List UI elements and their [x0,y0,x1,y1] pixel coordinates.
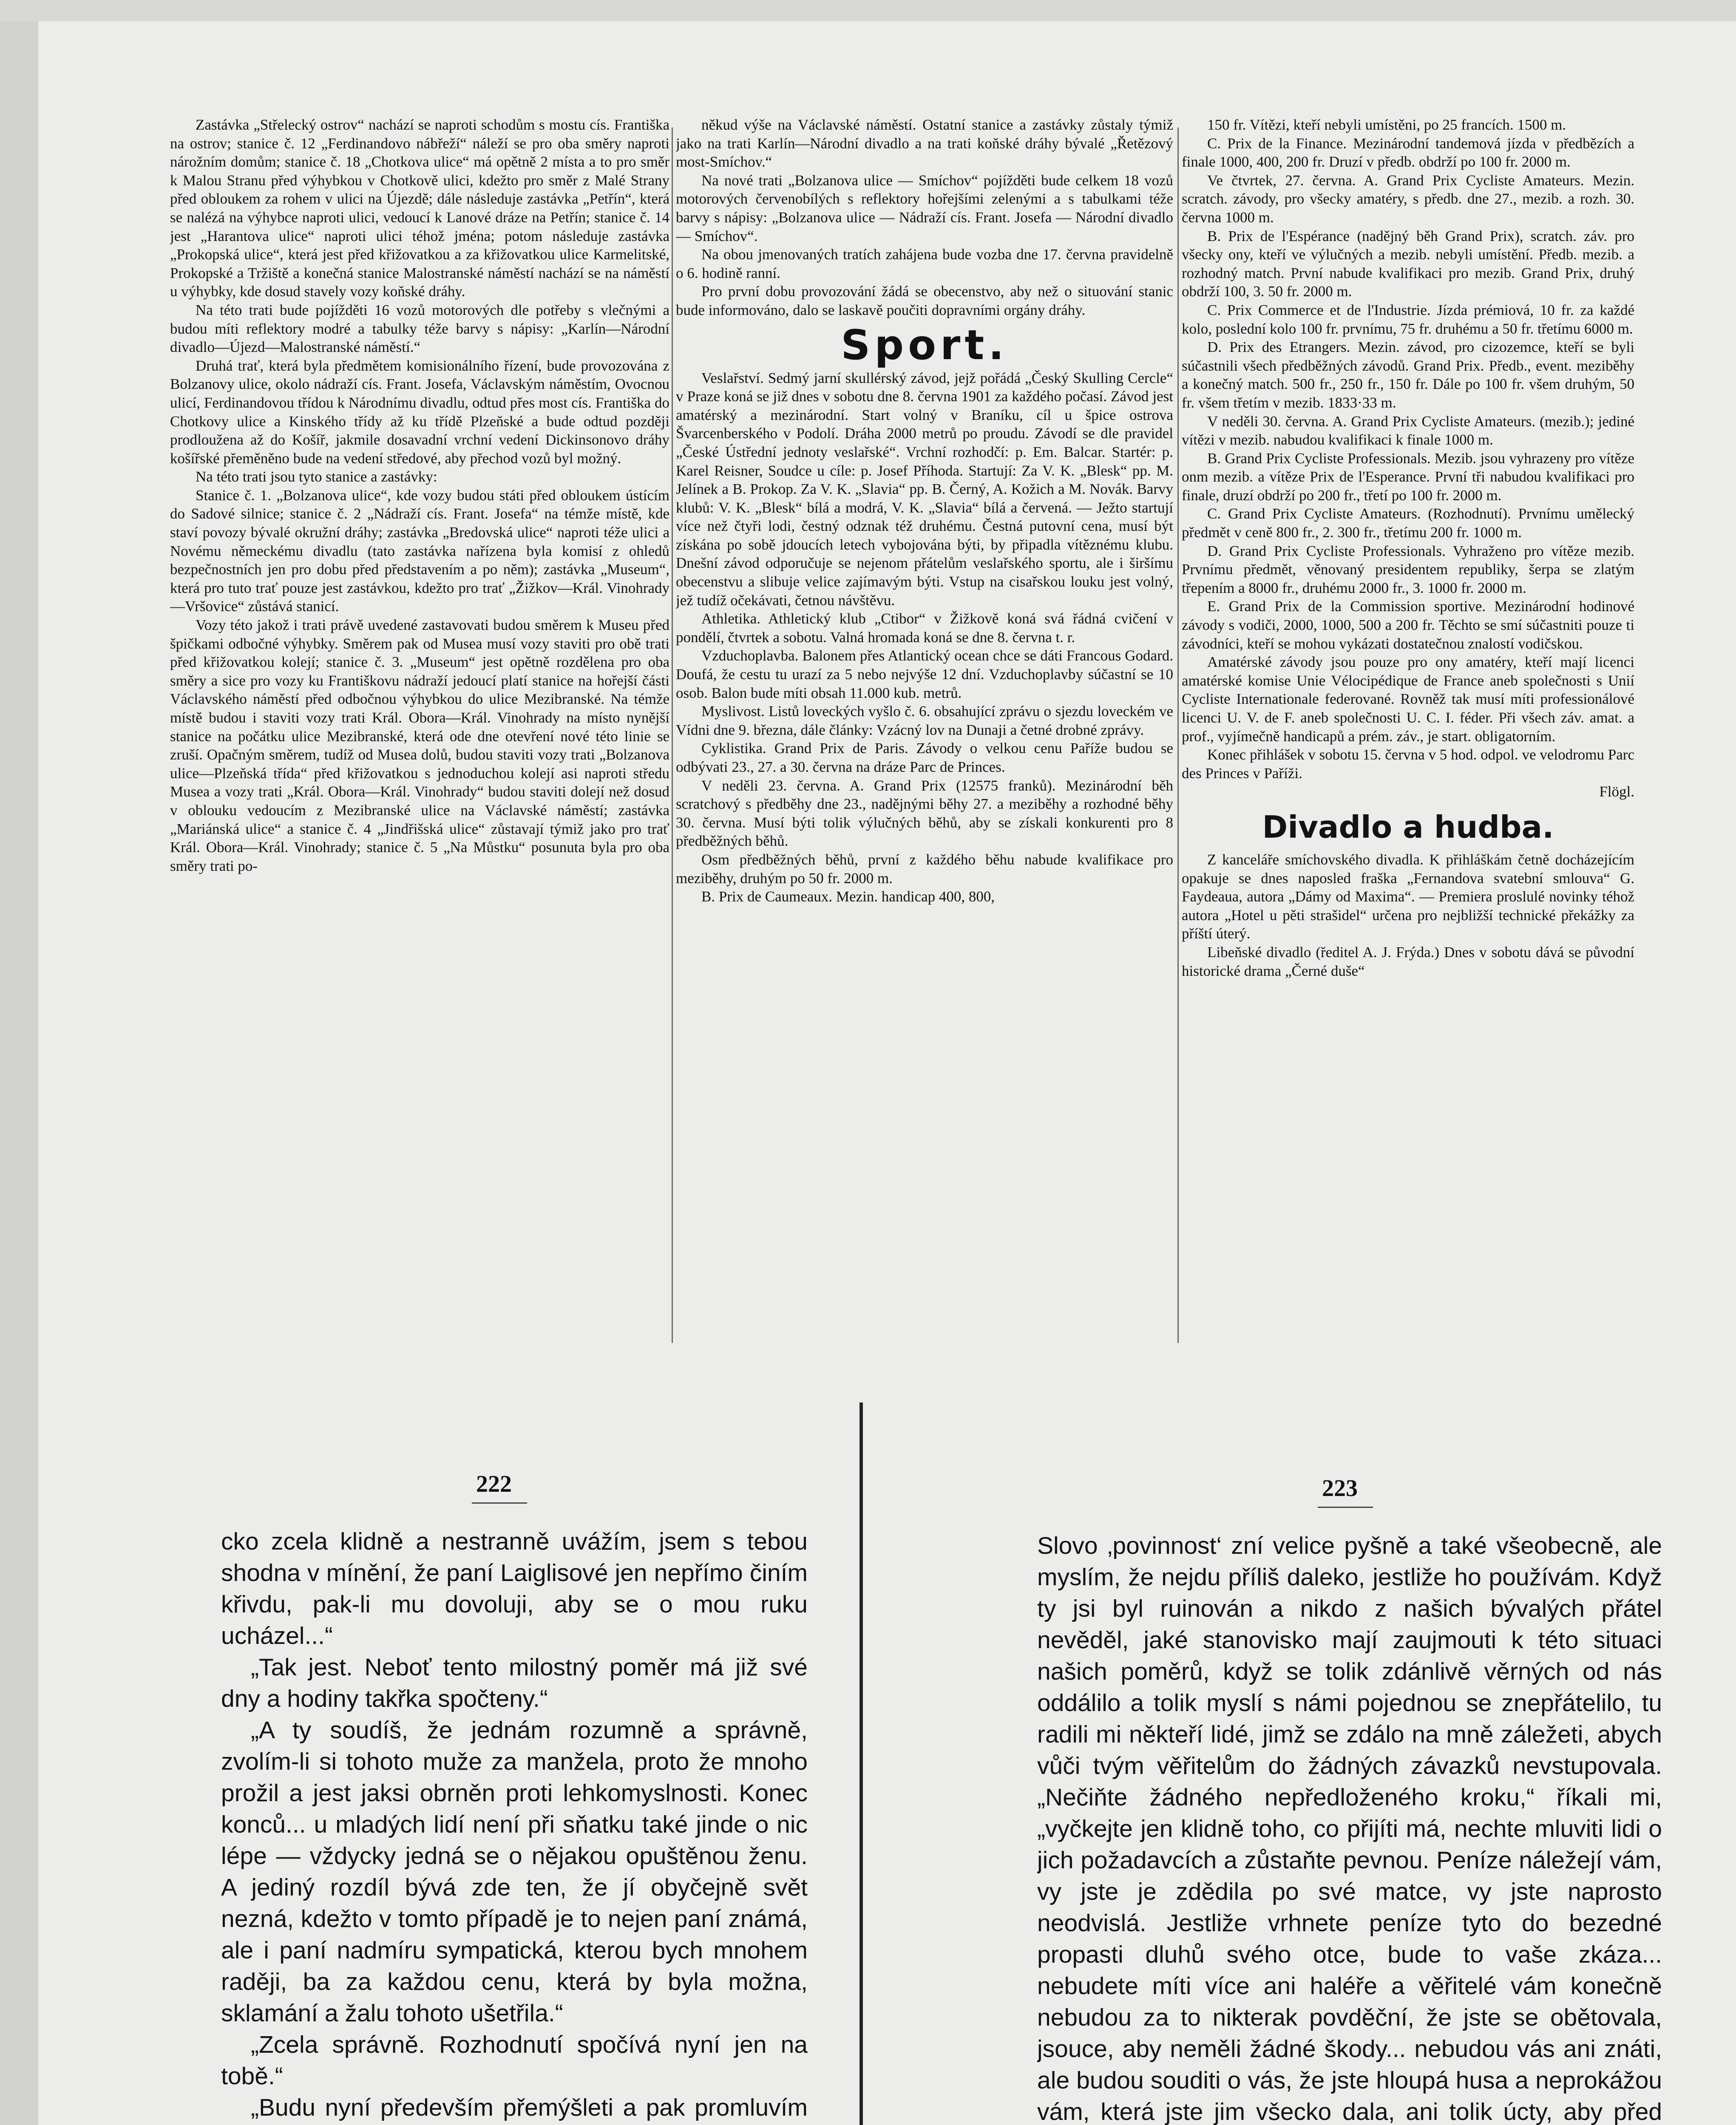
paragraph: 150 fr. Vítězi, kteří nebyli umístěni, po 25 francích. 1500 m. [1207,116,1566,133]
signature: Flögl. [1599,783,1634,800]
novel-page-right [1037,1530,1662,2125]
paragraph: Veslařství. Sedmý jarní skullérský závod, jejž pořádá „Český Skulling Cercle“ v Praze koná se již dnes v sobotu dne 8. června 1901 za každého počasí. Závod jest amatérský a mezinárodní. Start volný v Braníku, cíl u špice ostrova Švarcenberského v Podolí. Dráha 2000 metrů po proudu. Závodí se dle pravidel „České Ústřední jednoty veslařské“. Vrchní rozhodčí: p. Em. Balcar. Startér: p. Karel Reisner, Soudce u cíle: p. Josef Příhoda. Startují: Za V. K. „Blesk“ pp. M. Jelínek a B. Prokop. Za V. K. „Slavia“ pp. B. Černý, A. Kožich a M. Novák. Barvy klubů: V. K. „Blesk“ bílá a modrá, V. K. „Slavia“ bílá a červená. — Ježto startují více než čtyři lodi, čestný odznak též druhému. Čestná putovní cena, musí být získána po sobě jdoucích letech vybojována býti, by připadla vítěznému klubu. Dnešní závod odporučuje se nejenom přátelům veslařského sportu, ale i širšímu obecenstvu a slibuje velice zajímavým býti. Vstup na cisařskou louku jest volný, jež tudíž očekávati, četnou návštěvu. [676,369,1173,609]
paragraph: C. Grand Prix Cycliste Amateurs. (Rozhodnutí). Prvnímu umělecký předmět v ceně 800 fr., 2. 300 fr., třetímu 200 fr. 1000 m. [1182,505,1634,541]
theatre-section-heading: Divadlo a hudba. [1262,809,1554,845]
column-divider [1177,128,1179,1343]
paragraph: Amatérské závody jsou pouze pro ony amatéry, kteří mají licenci amatérské komise Unie Vélocipédique de France aneb společnosti s Unií Cycliste Internationale federované. Rovněž tak musí míti professionálové licenci U. V. de F. aneb společnosti U. C. I. féder. Při všech záv. amat. a prof., vyjímečně handicapů a prém. záv., je start. obligatorním. [1182,654,1634,745]
paragraph: „Budu nyní především přemýšleti a pak promluvím [251,2094,808,2121]
paragraph: Druhá trať, která byla předmětem komisionálního řízení, bude provozována z Bolzanovy ulice, okolo nádraží cís. Frant. Josefa, Václavským náměstím, Ovocnou ulicí, Ferdinandovou třídou k Národnímu divadlu, odtud přes most cís. Františka do Chotkovy ulice a Kinského třídy až ku třídě Plzeňské a bude odtud později prodloužena až do Košíř, jakmile dosavadní vrchní vedení Dickinsonovo dráhy košířské přeměněno bude na vedení středové, aby přechod vozů byl možný. [170,357,669,467]
page-number-left: 222 [476,1471,512,1497]
paragraph: C. Prix Commerce et de l'Industrie. Jízda prémiová, 10 fr. za každé kolo, poslední kolo 100 fr. prvnímu, 75 fr. druhému a 50 fr. třetímu 6000 m. [1182,301,1634,337]
paragraph: Vzduchoplavba. Balonem přes Atlantický ocean chce se dáti Francous Godard. Doufá, že cestu tu urazí za 5 nebo nejvýše 12 dní. Vzduchoplavby súčastní se 10 osob. Balon bude míti obsah 11.000 kub. metrů. [676,647,1173,701]
paragraph: Na obou jmenovaných tratích zahájena bude vozba dne 17. června pravidelně o 6. hodině ranní. [676,246,1173,281]
paragraph: Libeňské divadlo (ředitel A. J. Frýda.) Dnes v sobotu dává se původní historické drama „Černé duše“ [1182,944,1634,979]
paragraph: V neděli 30. června. A. Grand Prix Cycliste Amateurs. (mezib.); jediné vítězi v mezib. nabudou kvalifikaci k finale 1000 m. [1182,413,1634,448]
page-number-underline [472,1502,527,1504]
sport-section-heading: Sport. [841,321,1008,369]
paragraph: Z kanceláře smíchovského divadla. K přihláškám četně docházejícím opakuje se dnes naposled fraška „Fernandova svatební smlouva“ G. Faydeaua, autora „Dámy od Maxima“. — Premiera proslulé novinky téhož autora „Hotel u pěti strašidel“ určena pro nejbližší technické překážky za příští úterý. [1182,851,1634,942]
paragraph: V neděli 23. června. A. Grand Prix (12575 franků). Mezinárodní běh scratchový s předběhy dne 23., nadějnými běhy 27. a meziběhy a rozhodné běhy 30. června. Musí býti tolik výlučných běhů, aby se získali konkurenti pro 8 předběžných běhů. [676,777,1173,850]
paragraph: Myslivost. Listů loveckých vyšlo č. 6. obsahující zprávu o sjezdu loveckém ve Vídni dne 9. března, dále články: Vzácný lov na Dunaji a četné drobné zprávy. [676,703,1173,738]
column-divider [672,128,673,1343]
paragraph: někud výše na Václavské náměstí. Ostatní stanice a zastávky zůstaly týmiž jako na trati Karlín—Národní divadlo a na trati koňské dráhy bývalé „Řetězový most-Smíchov.“ [676,116,1173,170]
page-top-edge [0,0,1736,21]
paragraph: Zastávka „Střelecký ostrov“ nachází se naproti schodům s mostu cís. Františka na ostrov; stanice č. 12 „Ferdinandovo nábřeží“ náleží se pro oba směry naproti nárožním domům; stanice č. 18 „Chotkova ulice“ má opětně 2 místa a to pro směr k Malou Stranu před výhybkou v Chotkově ulici, kdežto pro směr z Malé Strany před obloukem za rohem v ulici na Újezdě; dále následuje zastávka „Petřín“, která se nalézá na výhybce naproti ulici, vedoucí k Lanové dráze na Petřín; stanice č. 14 jest „Harantova ulice“ naproti ulici téhož jména; potom následuje zastávka „Prokopská ulice“, která jest před křižovatkou a za křižovatkou ulice Karmelitské, Prokopské a Tržiště a konečná stanice Malostranské náměstí nachází se na náměstí u výhybky, kde dosud stavely vozy koňské dráhy. [170,116,669,300]
paragraph: „Zcela správně. Rozhodnutí spočívá nyní jen na tobě.“ [221,2031,808,2090]
paragraph: Slovo ‚povinnost‘ zní velice pyšně a také všeobecně, ale myslím, že nejdu příliš daleko, jestliže ho používám. Když ty jsi byl ruinován a nikdo z našich bývalých přátel nevěděl, jaké stanovisko mají zaujmouti k této situaci našich poměrů, když se tolik zdánlivě věrných od nás oddálilo a tolik myslí s námi pojednou se znepřátelilo, tu radili mi někteří lidé, jimž se zdálo na mně záležeti, abych vůči tvým věřitelům do žádných závazků nevstupovala. „Nečiňte žádného nepředloženého kroku,“ říkali mi, „vyčkejte jen klidně toho, co přijíti má, nechte mluviti lidi o jich požadavcích a zůstaňte pevnou. Peníze náležejí vám, vy jste je zdědila po své matce, vy jste naprosto neodvislá. Jestliže vrhnete peníze tyto do bezedné propasti dluhů svého otce, bude to vaše zkáza... nebudete míti více ani haléře a věřitelé vám konečně nebudou za to nikterak povděční, že jste se obětovala, jsouce, aby neměli žádné škody... nebudou vás ani znáti, ale budou souditi o vás, že jste hloupá husa a neprokážou vám, která jste jim všecko dala, ani tolik úcty, aby před [1037,1532,1662,2125]
paragraph: B. Prix de Caumeaux. Mezin. handicap 400, 800, [701,888,995,905]
paragraph: Stanice č. 1. „Bolzanova ulice“, kde vozy budou státi před obloukem ústícím do Sadové silnice; stanice č. 2 „Nádraží cís. Frant. Josefa“ na témže místě, kde staví povozy bývalé okružní dráhy; zastávka „Bredovská ulice“ naproti téže ulici a Novému německému divadlu (tato zastávka nařízena byla komisí z ohledů bezpečnostních jen pro dobu před představením a po něm); zastávka „Museum“, která pro tuto trať pouze jest zastávkou, kdežto pro trať „Žižkov—Král. Vinohrady—Vršovice“ zůstává stanicí. [170,487,669,615]
paragraph: Ve čtvrtek, 27. června. A. Grand Prix Cycliste Amateurs. Mezin. scratch. závody, pro všecky amatéry, s předb. dne 27., mezib. a rozh. 30. června 1000 m. [1182,172,1634,226]
upper-column-3 [1182,116,1634,1344]
paragraph: B. Prix de l'Espérance (nadějný běh Grand Prix), scratch. záv. pro všecky ony, kteří ve výlučných a mezib. nebyli umístění. Předb. mezib. a rozhodný match. První nabude kvalifikaci pro mezib. Grand Prix, druhý obdrží 100, 3. 50 fr. 2000 m. [1182,227,1634,300]
center-fold-line [859,1402,863,2125]
novel-page-left [221,1526,808,2125]
paragraph: „A ty soudíš, že jednám rozumně a správně, zvolím-li si tohoto muže za manžela, proto že mnoho prožil a jest jaksi obrněn proti lehkomyslnosti. Konec konců... u mladých lidí není při sňatku také jinde o nic lépe — vždycky jedná se o nějakou opuštěnou ženu. A jediný rozdíl bývá zde ten, že jí obyčejně svět nezná, kdežto v tomto případě je to nejen paní známá, ale i paní nadmíru sympatická, kterou bych mnohem raději, ba za každou cenu, která by byla možna, sklamání a žalu tohoto ušetřila.“ [221,1717,808,2027]
paragraph: D. Prix des Etrangers. Mezin. závod, pro cizozemce, kteří se byli súčastnili všech předběžných závodů. Grand Prix. Předb., event. meziběhy a konečný match. 500 fr., 250 fr., 150 fr. Dále po 100 fr. všem druhým, 50 fr. všem třetím v mezib. 1833·33 m. [1182,339,1634,411]
page-binding-edge [0,0,38,2125]
paragraph: Osm předběžných běhů, první z každého běhu nabude kvalifikace pro meziběhy, druhým po 50 fr. 2000 m. [676,851,1173,887]
paragraph: Konec přihlášek v sobotu 15. června v 5 hod. odpol. ve velodromu Parc des Princes v Paříži. [1182,746,1634,782]
paragraph: C. Prix de la Finance. Mezinárodní tandemová jízda v předbězích a finale 1000, 400, 200 fr. Druzí v předb. obdrží po 100 fr. 2000 m. [1182,135,1634,170]
paragraph: Pro první dobu provozování žádá se obecenstvo, aby než o situování stanic bude informováno, dalo se laskavě poučiti dopravními orgány dráhy. [676,283,1173,318]
upper-column-1 [170,116,669,1344]
paragraph: cko zcela klidně a nestranně uvážím, jsem s tebou shodna v mínění, že paní Laiglisové jen nepřímo činím křivdu, pak-li mu dovoluji, aby se o mou ruku ucházel...“ [221,1528,808,1649]
paragraph: Cyklistika. Grand Prix de Paris. Závody o velkou cenu Paříže budou se odbývati 23., 27. a 30. června na dráze Parc de Princes. [676,740,1173,775]
upper-column-2 [676,116,1173,1344]
paragraph: B. Grand Prix Cycliste Professionals. Mezib. jsou vyhrazeny pro vítěze onm mezib. a vítěze Prix de l'Esperance. První tři nabudou kvalifikaci pro finale, druzí obdrží po 200 fr., třetí po 100 fr. 2000 m. [1182,450,1634,504]
paragraph: E. Grand Prix de la Commission sportive. Mezinárodní hodinové závody s vodiči, 2000, 1000, 500 a 200 fr. Těchto se smí súčastniti pouze ti závodníci, kteří se mohou vykázati dostatečnou znalostí vodičskou. [1182,598,1634,652]
paragraph: Na této trati jsou tyto stanice a zastávky: [196,468,437,485]
paragraph: Na této trati bude pojížděti 16 vozů motorových dle potřeby s vlečnými a budou míti reflektory modré a tabulky téže barvy s nápisy: „Karlín—Národní divadlo—Újezd—Malostranské náměstí.“ [170,301,669,356]
paragraph: Athletika. Athletický klub „Ctibor“ v Žižkově koná svá řádná cvičení v pondělí, čtvrtek a sobotu. Valná hromada koná se dne 8. června t. r. [676,610,1173,646]
paragraph: „Tak jest. Neboť tento milostný poměr má již své dny a hodiny takřka spočteny.“ [221,1654,808,1712]
page-number-right: 223 [1322,1475,1358,1502]
paragraph: Vozy této jakož i trati právě uvedené zastavovati budou směrem k Museu před špičkami odbočné výhybky. Směrem pak od Musea musí vozy staviti pro obě trati před křižovatkou kolejí; stanice č. 3. „Museum“ jest opětně rozdělena pro oba směry a sice pro vozy ku Františkovu nádraží jedoucí platí stanice na hořejší části Václavského náměstí před odbočnou výhybkou do ulice Mezibranské. Na témže místě budou i staviti vozy trati Král. Obora—Král. Vinohrady na místo nynější stanice na počátku ulice Mezibranské, která ode dne otevření nové této linie se zruší. Opačným směrem, tudíž od Musea dolů, budou staviti vozy trati „Bolzanova ulice—Plzeňská třída“ před křižovatkou s jednoduchou kolejí asi naproti středu Musea a vozy trati „Král. Obora—Král. Vinohrady“ budou staviti dolejí než dosud v oblouku vedoucím z Mezibranské ulice na Václavské náměstí; zastávka „Mariánská ulice“ a stanice č. 4 „Jindřišská ulice“ zůstavají týmiž jako pro trať Král. Obora—Král. Vinohrady; stanice č. 5 „Na Můstku“ posunuta byla pro oba směry trati po- [170,617,669,874]
page-number-underline [1318,1507,1373,1508]
paragraph: Na nové trati „Bolzanova ulice — Smíchov“ pojížděti bude celkem 18 vozů motorových červenobílých s reflektory hořejšími zelenými a s tabulkami téže barvy s nápisy: „Bolzanova ulice — Nádraží cís. Frant. Josefa — Národní divadlo — Smíchov“. [676,172,1173,244]
paragraph: D. Grand Prix Cycliste Professionals. Vyhraženo pro vítěze mezib. Prvnímu předmět, věnovaný presidentem republiky, šerpa se zlatým třepením a 8000 fr., druhému 2000 fr., 3. 1000 fr. 2000 m. [1182,542,1634,596]
